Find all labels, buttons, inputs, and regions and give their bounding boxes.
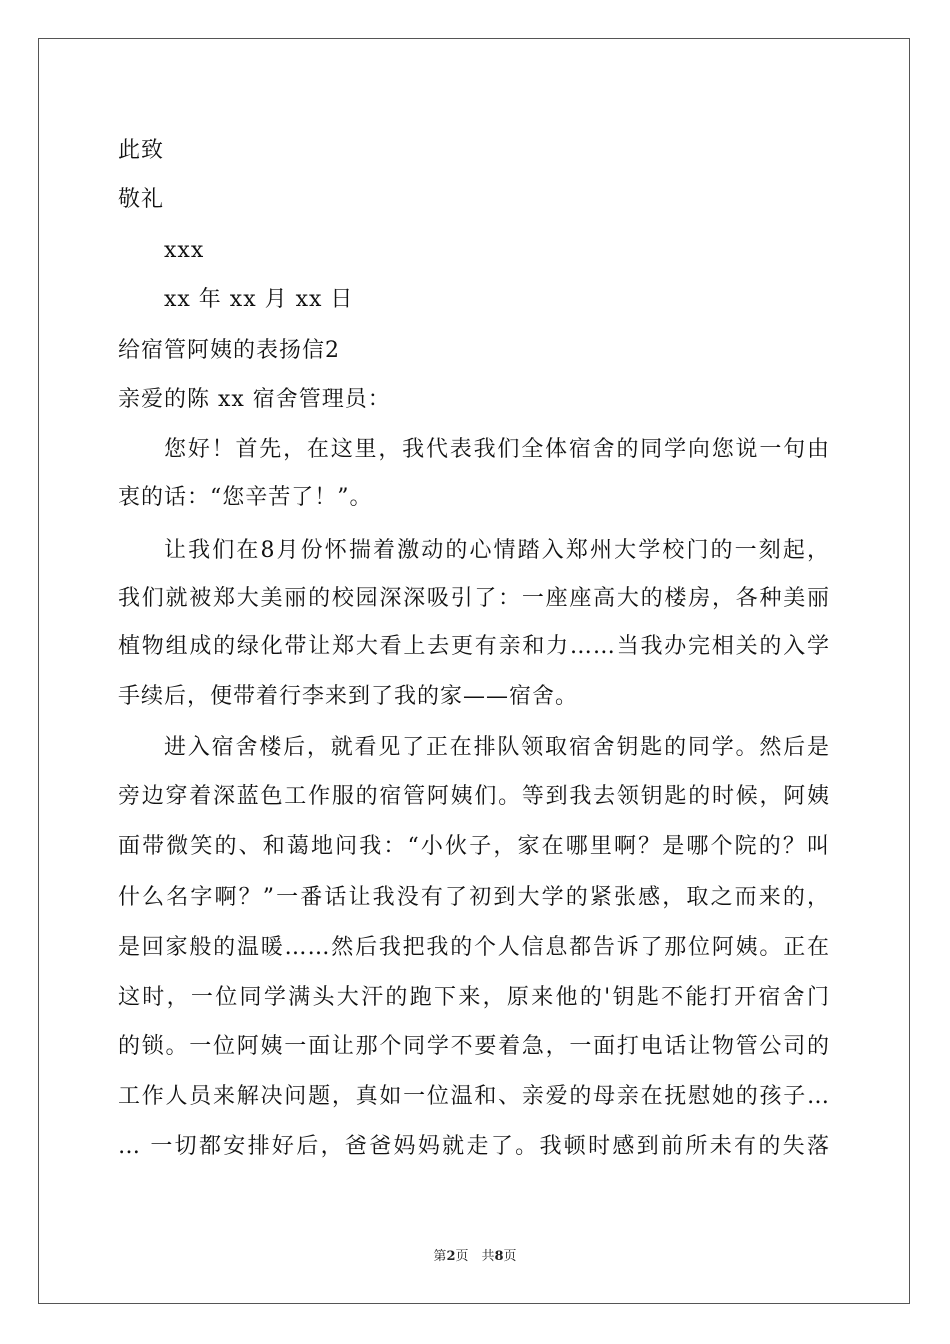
footer-mid: 页 共 xyxy=(455,1249,495,1264)
paragraph-line: 植物组成的绿化带让郑大看上去更有亲和力……当我办完相关的入学 xyxy=(118,634,830,659)
paragraph-line: 您好！首先，在这里，我代表我们全体宿舍的同学向您说一句由 xyxy=(164,437,830,462)
footer-suffix: 页 xyxy=(503,1249,517,1264)
closing-salutation: 此致 xyxy=(118,138,165,163)
paragraph-line: 让我们在8月份怀揣着激动的心情踏入郑州大学校门的一刻起， xyxy=(164,538,830,563)
greeting: 亲爱的陈 xx 宿舍管理员： xyxy=(118,387,391,412)
page-border xyxy=(38,38,910,1304)
signature-date: xx 年 xx 月 xx 日 xyxy=(164,287,354,312)
page-footer xyxy=(0,1248,950,1266)
paragraph-line: 面带微笑的、和蔼地问我：“小伙子，家在哪里啊？是哪个院的？叫 xyxy=(118,834,830,859)
paragraph-line: 什么名字啊？”一番话让我没有了初到大学的紧张感，取之而来的， xyxy=(118,885,830,910)
paragraph-line: … 一切都安排好后，爸爸妈妈就走了。我顿时感到前所未有的失落 xyxy=(118,1134,830,1159)
signature-name: xxx xyxy=(164,238,205,263)
paragraph-line: 手续后，便带着行李来到了我的家——宿舍。 xyxy=(118,684,579,709)
paragraph-line: 旁边穿着深蓝色工作服的宿管阿姨们。等到我去领钥匙的时候，阿姨 xyxy=(118,784,830,809)
footer-prefix: 第 xyxy=(433,1249,447,1264)
paragraph-line: 的锁。一位阿姨一面让那个同学不要着急，一面打电话让物管公司的 xyxy=(118,1034,830,1059)
footer-total-pages: 8 xyxy=(494,1249,504,1264)
paragraph-line: 这时，一位同学满头大汗的跑下来，原来他的'钥匙不能打开宿舍门 xyxy=(118,985,830,1010)
paragraph-line: 是回家般的温暖……然后我把我的个人信息都告诉了那位阿姨。正在 xyxy=(118,935,830,960)
footer-page-number: 2 xyxy=(446,1249,456,1264)
paragraph-line: 我们就被郑大美丽的校园深深吸引了：一座座高大的楼房，各种美丽 xyxy=(118,586,830,611)
closing-regards: 敬礼 xyxy=(118,187,165,212)
section-title: 给宿管阿姨的表扬信2 xyxy=(118,338,340,363)
paragraph-line: 衷的话：“您辛苦了！”。 xyxy=(118,485,373,510)
paragraph-line: 进入宿舍楼后，就看见了正在排队领取宿舍钥匙的同学。然后是 xyxy=(164,735,830,760)
paragraph-line: 工作人员来解决问题，真如一位温和、亲爱的母亲在抚慰她的孩子… xyxy=(118,1084,830,1109)
